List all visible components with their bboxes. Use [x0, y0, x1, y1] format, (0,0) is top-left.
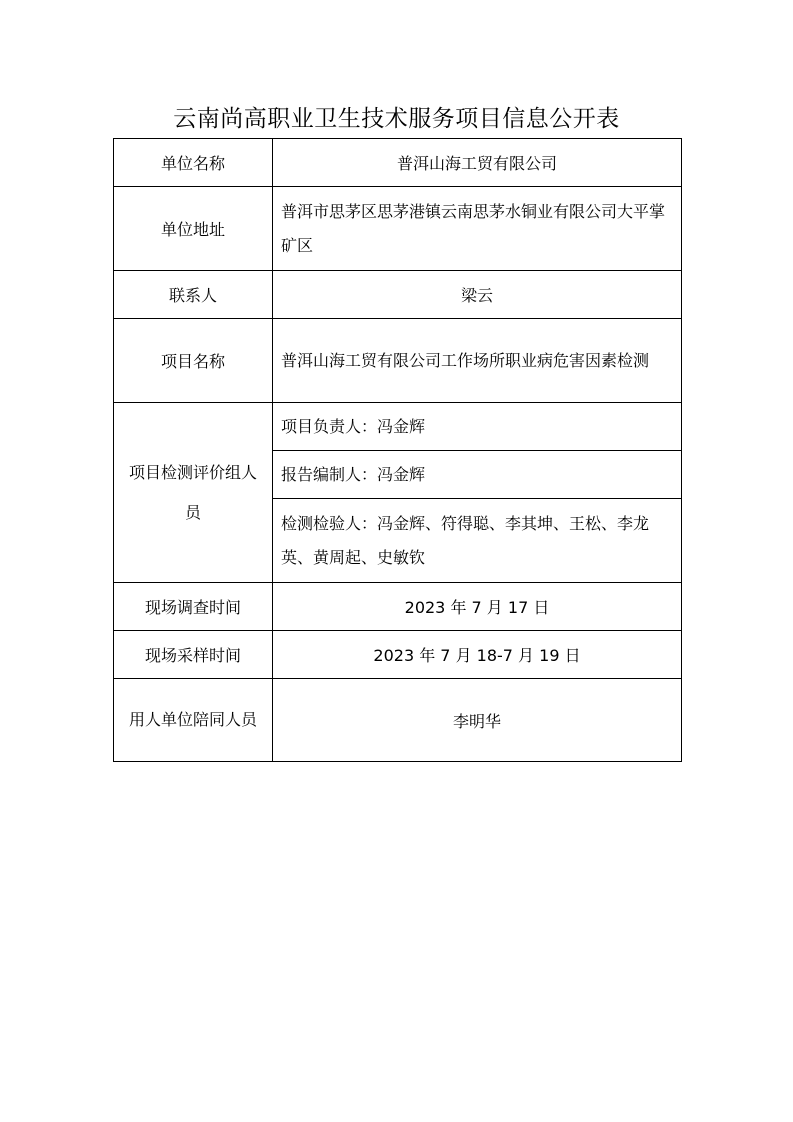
value-sampling-time: 2023 年 7 月 18-7 月 19 日	[273, 631, 682, 679]
table-row	[114, 271, 682, 319]
table-row	[114, 187, 682, 271]
label-team: 项目检测评价组人员	[114, 403, 273, 583]
value-team-inspectors: 检测检验人：冯金辉、符得聪、李其坤、王松、李龙英、黄周起、史敏钦	[273, 499, 682, 583]
label-accompany: 用人单位陪同人员	[114, 679, 273, 762]
value-project-name: 普洱山海工贸有限公司工作场所职业病危害因素检测	[273, 319, 682, 403]
value-team-leader: 项目负责人：冯金辉	[273, 403, 682, 451]
info-table	[113, 138, 682, 762]
label-contact: 联系人	[114, 271, 273, 319]
table-row	[114, 403, 682, 451]
label-project-name: 项目名称	[114, 319, 273, 403]
table-row	[114, 583, 682, 631]
table-row	[114, 631, 682, 679]
value-accompany: 李明华	[273, 679, 682, 762]
label-unit-address: 单位地址	[114, 187, 273, 271]
table-row	[114, 679, 682, 762]
value-unit-address: 普洱市思茅区思茅港镇云南思茅水铜业有限公司大平掌矿区	[273, 187, 682, 271]
label-survey-time: 现场调查时间	[114, 583, 273, 631]
table-row	[114, 139, 682, 187]
value-survey-time: 2023 年 7 月 17 日	[273, 583, 682, 631]
label-unit-name: 单位名称	[114, 139, 273, 187]
value-contact: 梁云	[273, 271, 682, 319]
label-sampling-time: 现场采样时间	[114, 631, 273, 679]
table-row	[114, 319, 682, 403]
value-team-report: 报告编制人：冯金辉	[273, 451, 682, 499]
value-unit-name: 普洱山海工贸有限公司	[273, 139, 682, 187]
page-title: 云南尚高职业卫生技术服务项目信息公开表	[173, 106, 620, 132]
